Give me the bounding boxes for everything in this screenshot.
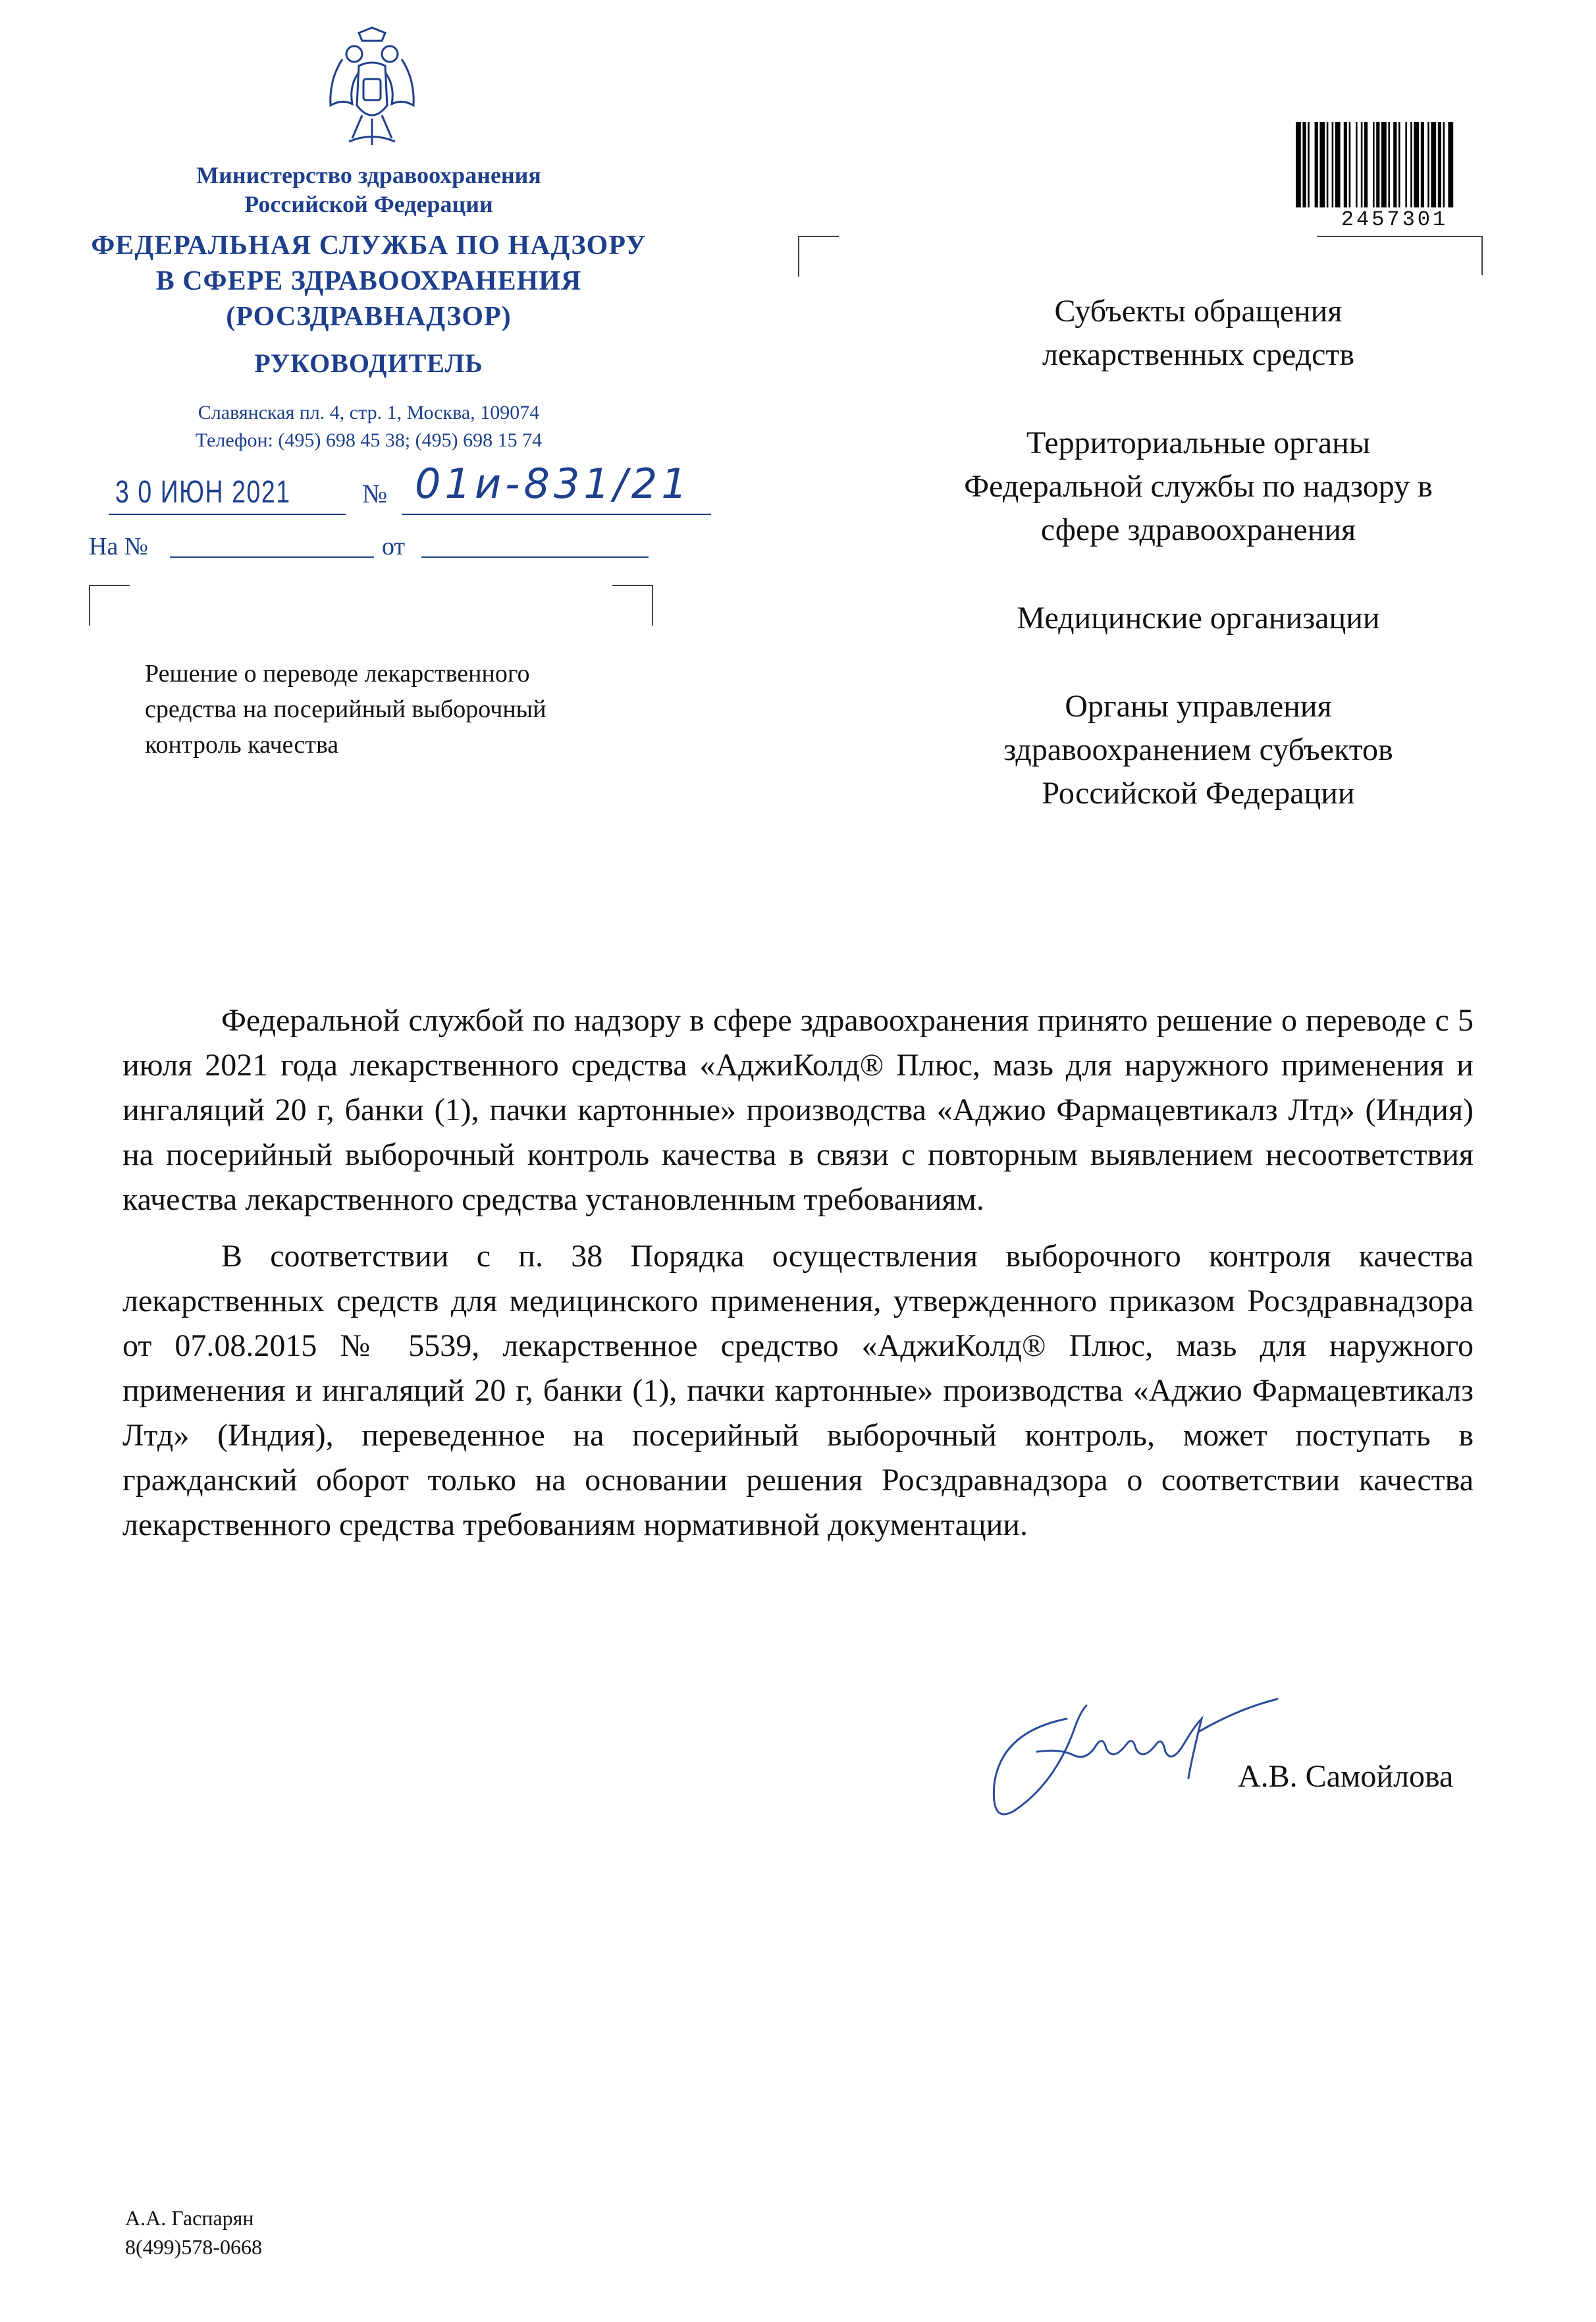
recipient-line: Органы управления xyxy=(1065,689,1332,724)
service-name xyxy=(66,228,672,335)
recipient-line: Субъекты обращения xyxy=(1054,294,1343,329)
barcode-bar xyxy=(1410,122,1412,207)
barcode-bar xyxy=(1381,122,1387,207)
head-title: РУКОВОДИТЕЛЬ xyxy=(254,348,483,378)
barcode-bar xyxy=(1349,122,1351,207)
barcode-bar xyxy=(1356,122,1358,207)
barcode-bar xyxy=(1405,122,1407,207)
recipient-line: сфере здравоохранения xyxy=(1040,512,1356,547)
address-block xyxy=(66,399,672,454)
service-line: ФЕДЕРАЛЬНАЯ СЛУЖБА ПО НАДЗОРУ xyxy=(91,230,647,261)
executor-phone: 8(499)578-0668 xyxy=(125,2235,262,2259)
address: Славянская пл. 4, стр. 1, Москва, 109074 xyxy=(198,402,540,423)
bracket-address-rule xyxy=(1317,236,1483,237)
subject-line: Решение о переводе лекарственного xyxy=(145,660,530,688)
handwritten-signature xyxy=(974,1627,1304,1850)
signatory-name: А.В. Самойлова xyxy=(1238,1759,1454,1794)
barcode-bar xyxy=(1443,122,1445,207)
recipient xyxy=(882,685,1514,815)
executor-info xyxy=(125,2203,262,2261)
date-stamp: 3 0 ИЮН 2021 xyxy=(115,475,291,510)
subject-line: средства на посерийный выборочный xyxy=(145,695,546,723)
ministry-line: Министерство здравоохранения xyxy=(196,162,541,188)
service-line: В СФЕРЕ ЗДРАВООХРАНЕНИЯ xyxy=(155,266,582,296)
bracket-address-right xyxy=(1442,236,1483,275)
barcode-bar xyxy=(1308,122,1310,207)
barcode-bar xyxy=(1448,122,1453,207)
barcode-number: 2457301 xyxy=(1341,207,1449,232)
recipient xyxy=(882,597,1514,640)
service-line: (РОСЗДРАВНАДЗОР) xyxy=(226,302,512,332)
barcode-bar xyxy=(1364,122,1368,207)
recipient xyxy=(882,421,1514,552)
registration-number-field xyxy=(402,460,711,515)
recipient-line: здравоохранением субъектов xyxy=(1003,732,1393,767)
date-field xyxy=(109,472,346,515)
barcode-bar xyxy=(1421,122,1424,207)
barcode-bar xyxy=(1327,122,1329,207)
russian-coat-of-arms-icon xyxy=(323,26,421,151)
body-paragraph: Федеральной службой по надзору в сфере здравоохранения принято решение о переводе с 5 июля 2021 года лекарственного средства «АджиКолд® Плюс, мазь для наружного применения и ингаляций 20 г, банки (1), пачки картонные» производства «Аджио Фармацевтикалз Лтд» (Индия) на посерийный выборочный контроль качества в связи с повторным выявлением несоответствия качества лекарственного средства установленным требованиям. xyxy=(122,1003,1474,1217)
recipient-line: Федеральной службы по надзору в xyxy=(964,469,1433,504)
barcode-bar xyxy=(1388,122,1390,207)
barcode-bar xyxy=(1393,122,1396,207)
barcode-bar xyxy=(1296,122,1301,207)
ministry-name xyxy=(66,161,672,219)
barcode-bar xyxy=(1427,122,1429,207)
reference-number-label: На № xyxy=(89,533,149,560)
bracket-top-left xyxy=(89,585,130,626)
barcode-bar xyxy=(1332,122,1334,207)
ministry-line: Российской Федерации xyxy=(244,191,493,217)
number-label: № xyxy=(362,479,388,508)
letter-body xyxy=(122,998,1474,1559)
recipient-line: лекарственных средств xyxy=(1042,337,1355,372)
phone: Телефон: (495) 698 45 38; (495) 698 15 74 xyxy=(195,429,543,451)
recipient xyxy=(882,290,1514,377)
barcode xyxy=(1296,122,1493,207)
letter-subject xyxy=(145,656,724,763)
executor-name: А.А. Гаспарян xyxy=(125,2206,254,2230)
barcode-bar xyxy=(1376,122,1379,207)
subject-line: контроль качества xyxy=(145,731,339,759)
body-paragraph: В соответствии с п. 38 Порядка осуществления выборочного контроля качества лекарственных средств для медицинского применения, утвержденного приказом Росздравнадзора от 07.08.2015 № 5539, лекарственное средство «АджиКолд® Плюс, мазь для наружного применения и ингаляций 20 г, банки (1), пачки картонные» производства «Аджио Фармацевтикалз Лтд» (Индия), переведенное на посерийный выборочный контроль, может поступать в гражданский оборот только на основании решения Росздравнадзора о соответствии качества лекарственного средства требованиям нормативной документации. xyxy=(122,1239,1474,1542)
bracket-address-left xyxy=(798,236,839,277)
reference-date-line xyxy=(421,556,649,558)
barcode-bar xyxy=(1302,122,1306,207)
recipients-block xyxy=(882,290,1514,860)
barcode-bar xyxy=(1373,122,1375,207)
reference-number-line xyxy=(170,556,374,558)
recipient-line: Российской Федерации xyxy=(1042,776,1355,811)
barcode-bar xyxy=(1319,122,1325,207)
barcode-bar xyxy=(1344,122,1347,207)
barcode-bar xyxy=(1315,122,1318,207)
reference-date-label: от xyxy=(382,533,406,560)
barcode-bar xyxy=(1438,122,1441,207)
recipient-line: Медицинские организации xyxy=(1017,601,1380,635)
recipient-line: Территориальные органы xyxy=(1026,425,1371,460)
registration-number: 01и-831/21 xyxy=(415,460,691,508)
barcode-bar xyxy=(1335,122,1341,207)
barcode-bar xyxy=(1414,122,1419,207)
bracket-top-right xyxy=(612,585,653,626)
barcode-bar xyxy=(1398,122,1400,207)
barcode-bar xyxy=(1431,122,1436,207)
barcode-bar xyxy=(1361,122,1363,207)
